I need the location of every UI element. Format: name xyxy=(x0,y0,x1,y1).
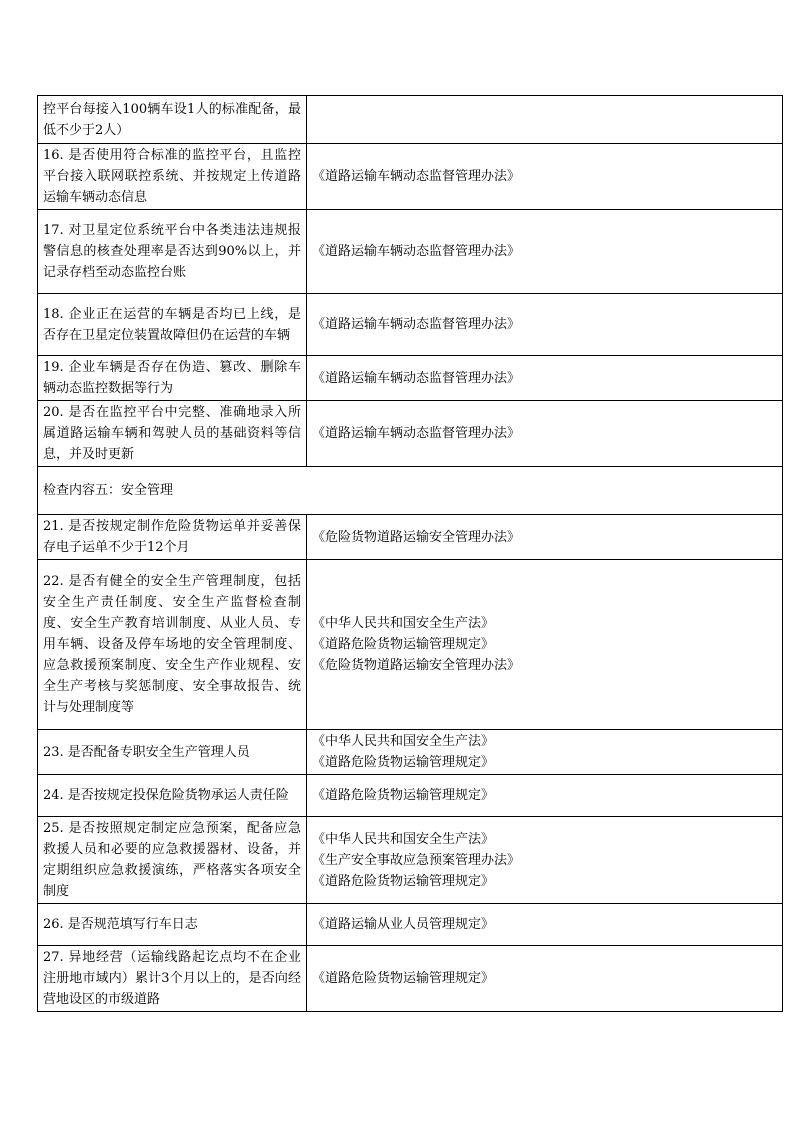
regulation-name: 《危险货物道路运输安全管理办法》 xyxy=(312,658,521,673)
table-row xyxy=(38,515,783,560)
legal-basis xyxy=(307,210,783,294)
legal-basis xyxy=(307,294,783,356)
table-row xyxy=(38,294,783,356)
regulation-name: 《道路运输车辆动态监督管理办法》 xyxy=(312,244,521,259)
check-item: 24. 是否按规定投保危险货物承运人责任险 xyxy=(38,775,307,817)
table-row xyxy=(38,210,783,294)
regulation-name: 《道路运输从业人员管理规定》 xyxy=(312,917,495,932)
regulation-name: 《道路运输车辆动态监督管理办法》 xyxy=(312,370,521,386)
regulation-name: 《道路危险货物运输管理规定》 xyxy=(312,755,495,770)
check-item: 27. 异地经营（运输线路起讫点均不在企业注册地市域内）累计3个月以上的，是否向经营地设区的市级道路 xyxy=(38,946,307,1012)
check-item: 19. 企业车辆是否存在伪造、篡改、删除车辆动态监控数据等行为 xyxy=(38,356,307,401)
table-row xyxy=(38,401,783,467)
check-item: 21. 是否按规定制作危险货物运单并妥善保存电子运单不少于12个月 xyxy=(38,515,307,560)
table-row xyxy=(38,560,783,730)
legal-basis xyxy=(307,946,783,1012)
regulation-name: 《道路运输车辆动态监督管理办法》 xyxy=(312,317,521,332)
regulation-name: 《中华人民共和国安全生产法》 xyxy=(312,616,495,631)
check-item: 控平台每接入100辆车设1人的标准配备，最低不少于2人） xyxy=(38,96,307,144)
legal-basis xyxy=(307,560,783,730)
inspection-table xyxy=(37,95,783,1012)
legal-basis xyxy=(307,401,783,467)
section-title: 检查内容五：安全管理 xyxy=(38,467,783,515)
regulation-name: 《道路运输车辆动态监督管理办法》 xyxy=(312,426,521,441)
legal-basis xyxy=(307,730,783,775)
regulation-name: 《道路危险货物运输管理规定》 xyxy=(312,873,495,889)
table-row xyxy=(38,775,783,817)
legal-basis xyxy=(307,144,783,210)
regulation-name: 《中华人民共和国安全生产法》 xyxy=(312,734,495,749)
legal-basis xyxy=(307,96,783,144)
check-item: 23. 是否配备专职安全生产管理人员 xyxy=(38,730,307,775)
check-item: 26. 是否规范填写行车日志 xyxy=(38,904,307,946)
regulation-name: 《危险货物道路运输安全管理办法》 xyxy=(312,529,521,545)
regulation-name: 《道路危险货物运输管理规定》 xyxy=(312,637,495,652)
table-row xyxy=(38,730,783,775)
check-item: 22. 是否有健全的安全生产管理制度，包括安全生产责任制度、安全生产监督检查制度、安全生产教育培训制度、从业人员、专用车辆、设备及停车场地的安全管理制度、应急救援预案制度、安全生产作业规程、安全生产考核与奖惩制度、安全事故报告、统计与处理制度等 xyxy=(38,560,307,730)
table-row xyxy=(38,946,783,1012)
legal-basis xyxy=(307,904,783,946)
check-item: 25. 是否按照规定制定应急预案，配备应急救援人员和必要的应急救援器材、设备，并定期组织应急救援演练，严格落实各项安全制度 xyxy=(38,817,307,904)
regulation-name: 《生产安全事故应急预案管理办法》 xyxy=(312,852,521,868)
legal-basis xyxy=(307,356,783,401)
check-item: 17. 对卫星定位系统平台中各类违法违规报警信息的核查处理率是否达到90%以上，并记录存档至动态监控台账 xyxy=(38,210,307,294)
regulation-name: 《道路危险货物运输管理规定》 xyxy=(312,971,495,986)
table-row xyxy=(38,904,783,946)
check-item: 18. 企业正在运营的车辆是否均已上线，是否存在卫星定位装置故障但仍在运营的车辆 xyxy=(38,294,307,356)
legal-basis xyxy=(307,775,783,817)
legal-basis xyxy=(307,817,783,904)
regulation-name: 《道路危险货物运输管理规定》 xyxy=(312,788,495,803)
legal-basis xyxy=(307,515,783,560)
section-header-row xyxy=(38,467,783,515)
table-row xyxy=(38,144,783,210)
table-row xyxy=(38,817,783,904)
regulation-name: 《中华人民共和国安全生产法》 xyxy=(312,831,495,847)
check-item: 16. 是否使用符合标准的监控平台，且监控平台接入联网联控系统、并按规定上传道路运输车辆动态信息 xyxy=(38,144,307,210)
check-item: 20. 是否在监控平台中完整、准确地录入所属道路运输车辆和驾驶人员的基础资料等信息，并及时更新 xyxy=(38,401,307,467)
table-row xyxy=(38,356,783,401)
table-row xyxy=(38,96,783,144)
regulation-name: 《道路运输车辆动态监督管理办法》 xyxy=(312,169,521,184)
